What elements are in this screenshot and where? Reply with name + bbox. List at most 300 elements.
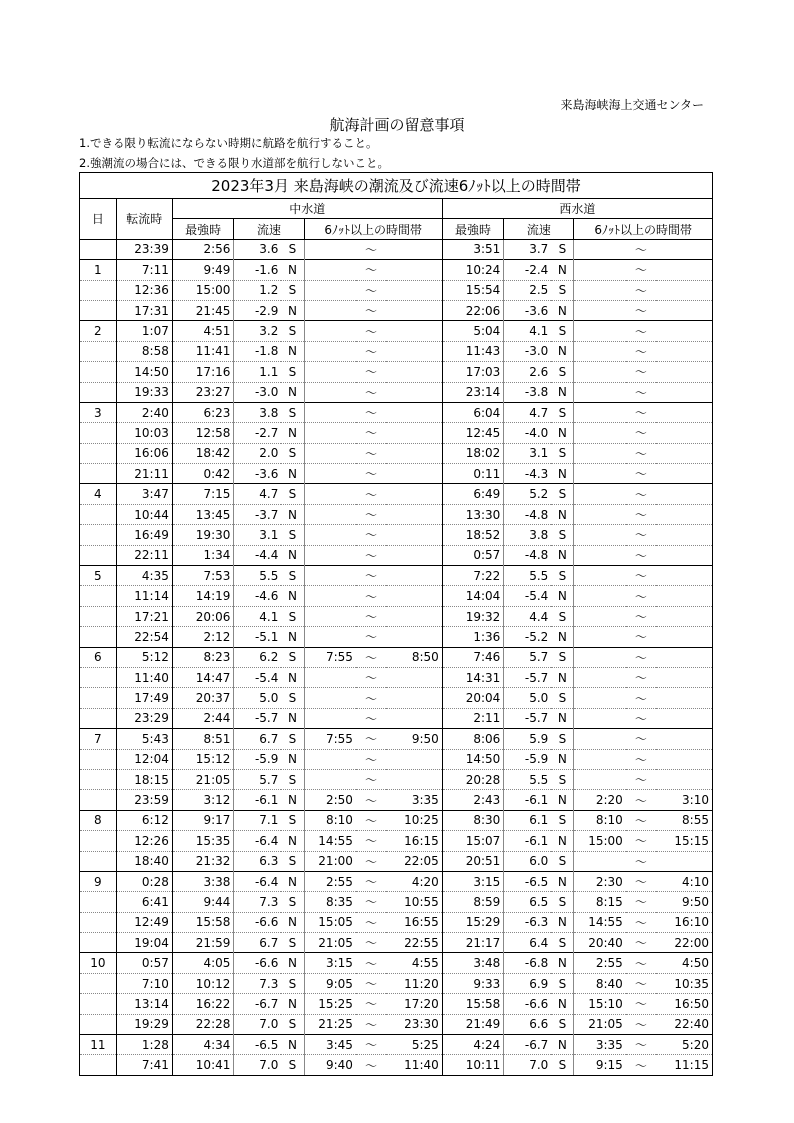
cell-naka-window-start: 9:40	[304, 1055, 356, 1075]
cell-day: 8	[80, 810, 117, 830]
cell-naka-speed: -3.6	[234, 464, 282, 484]
cell-naka-max-time: 15:00	[172, 280, 234, 300]
cell-nishi-window-end	[656, 606, 712, 626]
cell-naka-speed: -6.6	[234, 953, 282, 973]
cell-nishi-window-sep: ～	[626, 790, 656, 810]
cell-naka-window-sep: ～	[356, 810, 386, 830]
cell-naka-direction: N	[281, 341, 304, 361]
cell-nishi-direction: S	[551, 851, 574, 871]
cell-nishi-window-start	[574, 423, 626, 443]
cell-nishi-max-time: 10:24	[442, 260, 504, 280]
cell-naka-window-start	[304, 443, 356, 463]
cell-nishi-speed: 4.1	[504, 321, 552, 341]
cell-naka-direction: N	[281, 382, 304, 402]
cell-naka-window-start	[304, 525, 356, 545]
cell-nishi-window-start	[574, 362, 626, 382]
cell-nishi-max-time: 6:04	[442, 402, 504, 422]
table-caption: 2023年3月 来島海峡の潮流及び流速6ﾉｯﾄ以上の時間帯	[80, 173, 713, 199]
cell-nishi-max-time: 15:07	[442, 831, 504, 851]
cell-naka-window-end: 23:30	[386, 1014, 442, 1034]
cell-nishi-max-time: 2:11	[442, 708, 504, 728]
cell-naka-max-time: 14:47	[172, 667, 234, 687]
cell-day	[80, 831, 117, 851]
cell-nishi-window-end: 10:35	[656, 973, 712, 993]
cell-nishi-max-time: 14:50	[442, 749, 504, 769]
cell-naka-window-start	[304, 321, 356, 341]
cell-naka-max-time: 16:22	[172, 994, 234, 1014]
cell-nishi-window-sep: ～	[626, 749, 656, 769]
cell-naka-window-end	[386, 627, 442, 647]
cell-naka-direction: S	[281, 810, 304, 830]
cell-nishi-window-start: 2:20	[574, 790, 626, 810]
cell-nishi-window-sep: ～	[626, 300, 656, 320]
cell-naka-speed: -4.4	[234, 545, 282, 565]
cell-nishi-speed: 6.6	[504, 1014, 552, 1034]
cell-nishi-window-start: 8:40	[574, 973, 626, 993]
cell-nishi-window-end	[656, 464, 712, 484]
cell-naka-window-sep: ～	[356, 912, 386, 932]
cell-nishi-window-end	[656, 341, 712, 361]
cell-naka-direction: N	[281, 1035, 304, 1055]
cell-day	[80, 1055, 117, 1075]
cell-nishi-window-start	[574, 239, 626, 259]
cell-naka-window-end	[386, 423, 442, 443]
cell-nishi-window-sep: ～	[626, 1014, 656, 1034]
table-row	[80, 443, 713, 463]
cell-naka-speed: -6.7	[234, 994, 282, 1014]
table-row	[80, 464, 713, 484]
cell-day	[80, 912, 117, 932]
cell-nishi-max-time: 3:15	[442, 871, 504, 891]
cell-turn-time: 19:04	[116, 933, 172, 953]
cell-naka-direction: N	[281, 667, 304, 687]
cell-nishi-speed: 7.0	[504, 1055, 552, 1075]
cell-turn-time: 17:49	[116, 688, 172, 708]
cell-nishi-max-time: 13:30	[442, 504, 504, 524]
cell-nishi-window-end: 8:55	[656, 810, 712, 830]
cell-nishi-window-end	[656, 362, 712, 382]
cell-nishi-speed: 5.7	[504, 647, 552, 667]
cell-naka-speed: -5.4	[234, 667, 282, 687]
cell-naka-window-end: 11:40	[386, 1055, 442, 1075]
cell-nishi-window-end	[656, 402, 712, 422]
cell-naka-direction: S	[281, 1014, 304, 1034]
cell-naka-max-time: 2:56	[172, 239, 234, 259]
cell-nishi-direction: N	[551, 586, 574, 606]
cell-nishi-window-sep: ～	[626, 933, 656, 953]
cell-nishi-direction: N	[551, 341, 574, 361]
table-row	[80, 341, 713, 361]
advisory-note-1: 1.できる限り転流にならない時期に航路を航行すること。	[79, 136, 378, 150]
cell-naka-max-time: 17:16	[172, 362, 234, 382]
cell-naka-speed: 3.2	[234, 321, 282, 341]
cell-naka-window-sep: ～	[356, 300, 386, 320]
table-row	[80, 525, 713, 545]
cell-turn-time: 13:14	[116, 994, 172, 1014]
cell-naka-direction: S	[281, 443, 304, 463]
cell-nishi-max-time: 3:48	[442, 953, 504, 973]
cell-naka-max-time: 6:23	[172, 402, 234, 422]
cell-nishi-speed: -5.2	[504, 627, 552, 647]
cell-nishi-direction: N	[551, 464, 574, 484]
cell-naka-window-end	[386, 504, 442, 524]
cell-nishi-window-end	[656, 260, 712, 280]
cell-nishi-window-end: 22:00	[656, 933, 712, 953]
cell-naka-direction: S	[281, 973, 304, 993]
table-row	[80, 586, 713, 606]
cell-naka-window-start: 21:05	[304, 933, 356, 953]
table-row	[80, 423, 713, 443]
cell-nishi-speed: -6.8	[504, 953, 552, 973]
cell-turn-time: 16:49	[116, 525, 172, 545]
cell-naka-speed: 3.6	[234, 239, 282, 259]
cell-nishi-window-sep: ～	[626, 912, 656, 932]
cell-nishi-speed: -4.3	[504, 464, 552, 484]
table-row	[80, 484, 713, 504]
cell-naka-direction: N	[281, 504, 304, 524]
cell-nishi-speed: 3.7	[504, 239, 552, 259]
cell-naka-speed: 6.2	[234, 647, 282, 667]
cell-naka-window-start: 15:05	[304, 912, 356, 932]
cell-turn-time: 12:49	[116, 912, 172, 932]
cell-nishi-direction: N	[551, 382, 574, 402]
cell-naka-speed: -4.6	[234, 586, 282, 606]
cell-nishi-window-sep: ～	[626, 423, 656, 443]
cell-naka-direction: N	[281, 545, 304, 565]
table-row	[80, 647, 713, 667]
cell-nishi-max-time: 0:11	[442, 464, 504, 484]
cell-naka-max-time: 23:27	[172, 382, 234, 402]
cell-naka-direction: S	[281, 402, 304, 422]
cell-turn-time: 1:07	[116, 321, 172, 341]
cell-nishi-window-sep: ～	[626, 647, 656, 667]
cell-nishi-direction: S	[551, 973, 574, 993]
cell-naka-window-start: 15:25	[304, 994, 356, 1014]
cell-naka-direction: N	[281, 953, 304, 973]
cell-naka-direction: S	[281, 239, 304, 259]
cell-naka-max-time: 8:23	[172, 647, 234, 667]
cell-nishi-max-time: 1:36	[442, 627, 504, 647]
cell-naka-speed: -6.4	[234, 831, 282, 851]
cell-naka-max-time: 3:12	[172, 790, 234, 810]
cell-naka-window-end: 16:15	[386, 831, 442, 851]
cell-nishi-max-time: 14:31	[442, 667, 504, 687]
cell-naka-window-sep: ～	[356, 647, 386, 667]
cell-day	[80, 382, 117, 402]
cell-nishi-direction: N	[551, 627, 574, 647]
cell-naka-speed: 6.7	[234, 933, 282, 953]
cell-nishi-window-start	[574, 708, 626, 728]
cell-naka-window-start	[304, 260, 356, 280]
cell-nishi-max-time: 10:11	[442, 1055, 504, 1075]
cell-naka-speed: 4.7	[234, 484, 282, 504]
cell-nishi-window-end	[656, 525, 712, 545]
table-row	[80, 729, 713, 749]
cell-naka-window-start	[304, 484, 356, 504]
cell-naka-window-sep: ～	[356, 606, 386, 626]
cell-nishi-window-end	[656, 423, 712, 443]
cell-nishi-max-time: 8:30	[442, 810, 504, 830]
document-title: 航海計画の留意事項	[329, 116, 465, 134]
cell-naka-window-sep: ～	[356, 688, 386, 708]
cell-nishi-max-time: 21:49	[442, 1014, 504, 1034]
cell-naka-max-time: 18:42	[172, 443, 234, 463]
header-day: 日	[80, 199, 117, 240]
cell-day	[80, 688, 117, 708]
cell-naka-speed: -6.1	[234, 790, 282, 810]
cell-turn-time: 22:11	[116, 545, 172, 565]
cell-naka-window-start: 2:50	[304, 790, 356, 810]
cell-naka-direction: S	[281, 851, 304, 871]
cell-naka-window-end: 4:20	[386, 871, 442, 891]
cell-naka-direction: S	[281, 933, 304, 953]
cell-naka-speed: 5.0	[234, 688, 282, 708]
cell-naka-speed: -2.7	[234, 423, 282, 443]
cell-turn-time: 18:40	[116, 851, 172, 871]
cell-nishi-window-end	[656, 300, 712, 320]
cell-nishi-window-sep: ～	[626, 280, 656, 300]
cell-naka-window-sep: ～	[356, 831, 386, 851]
cell-nishi-direction: S	[551, 1055, 574, 1075]
cell-nishi-window-start: 2:30	[574, 871, 626, 891]
cell-naka-window-end	[386, 464, 442, 484]
cell-day	[80, 994, 117, 1014]
cell-naka-speed: 4.1	[234, 606, 282, 626]
cell-naka-max-time: 21:32	[172, 851, 234, 871]
cell-day	[80, 606, 117, 626]
cell-naka-window-start: 8:35	[304, 892, 356, 912]
cell-nishi-window-start	[574, 851, 626, 871]
cell-naka-window-start	[304, 382, 356, 402]
cell-nishi-window-sep: ～	[626, 1055, 656, 1075]
cell-nishi-window-sep: ～	[626, 769, 656, 789]
cell-nishi-window-start: 14:55	[574, 912, 626, 932]
cell-nishi-speed: -6.6	[504, 994, 552, 1014]
cell-naka-window-start: 3:45	[304, 1035, 356, 1055]
cell-naka-window-end: 3:35	[386, 790, 442, 810]
cell-naka-direction: S	[281, 688, 304, 708]
table-row	[80, 1055, 713, 1075]
cell-naka-window-sep: ～	[356, 402, 386, 422]
cell-nishi-direction: N	[551, 749, 574, 769]
table-row	[80, 606, 713, 626]
cell-naka-window-start	[304, 341, 356, 361]
table-row	[80, 708, 713, 728]
cell-naka-direction: S	[281, 769, 304, 789]
cell-nishi-window-start	[574, 443, 626, 463]
cell-nishi-window-sep: ～	[626, 545, 656, 565]
cell-nishi-max-time: 18:52	[442, 525, 504, 545]
cell-nishi-direction: S	[551, 810, 574, 830]
table-row	[80, 300, 713, 320]
cell-day	[80, 545, 117, 565]
cell-nishi-window-start: 8:10	[574, 810, 626, 830]
cell-turn-time: 1:28	[116, 1035, 172, 1055]
cell-naka-window-sep: ～	[356, 851, 386, 871]
cell-naka-speed: -1.8	[234, 341, 282, 361]
cell-day	[80, 769, 117, 789]
table-row	[80, 933, 713, 953]
cell-naka-direction: N	[281, 260, 304, 280]
cell-naka-max-time: 21:45	[172, 300, 234, 320]
cell-nishi-speed: -3.0	[504, 341, 552, 361]
cell-naka-direction: N	[281, 831, 304, 851]
cell-nishi-speed: 6.1	[504, 810, 552, 830]
cell-nishi-speed: 3.1	[504, 443, 552, 463]
cell-nishi-window-end: 3:10	[656, 790, 712, 810]
cell-nishi-speed: 5.0	[504, 688, 552, 708]
cell-naka-direction: N	[281, 912, 304, 932]
table-row	[80, 1035, 713, 1055]
header-nishi-suido: 西水道	[442, 199, 712, 219]
tidal-current-table	[79, 172, 713, 1076]
cell-naka-window-end	[386, 566, 442, 586]
cell-nishi-window-end	[656, 321, 712, 341]
cell-turn-time: 4:35	[116, 566, 172, 586]
cell-naka-window-start	[304, 688, 356, 708]
table-row	[80, 688, 713, 708]
cell-naka-window-start	[304, 545, 356, 565]
cell-nishi-direction: N	[551, 260, 574, 280]
cell-nishi-max-time: 15:29	[442, 912, 504, 932]
cell-naka-direction: S	[281, 892, 304, 912]
cell-day	[80, 790, 117, 810]
cell-turn-time: 12:36	[116, 280, 172, 300]
table-row	[80, 402, 713, 422]
cell-naka-window-end: 10:25	[386, 810, 442, 830]
cell-nishi-speed: 2.5	[504, 280, 552, 300]
cell-naka-window-end	[386, 525, 442, 545]
cell-naka-speed: -2.9	[234, 300, 282, 320]
cell-nishi-window-sep: ～	[626, 484, 656, 504]
cell-nishi-direction: S	[551, 729, 574, 749]
cell-naka-speed: 6.3	[234, 851, 282, 871]
cell-naka-max-time: 12:58	[172, 423, 234, 443]
cell-nishi-speed: 4.7	[504, 402, 552, 422]
table-row	[80, 545, 713, 565]
cell-naka-window-sep: ～	[356, 953, 386, 973]
cell-naka-max-time: 20:06	[172, 606, 234, 626]
cell-nishi-speed: 6.9	[504, 973, 552, 993]
cell-naka-window-start: 2:55	[304, 871, 356, 891]
cell-naka-window-end	[386, 586, 442, 606]
cell-nishi-window-end	[656, 708, 712, 728]
cell-naka-direction: S	[281, 1055, 304, 1075]
cell-nishi-speed: -4.8	[504, 504, 552, 524]
cell-nishi-max-time: 20:51	[442, 851, 504, 871]
cell-day: 7	[80, 729, 117, 749]
cell-naka-speed: -3.0	[234, 382, 282, 402]
cell-naka-direction: N	[281, 790, 304, 810]
cell-nishi-window-start	[574, 688, 626, 708]
cell-nishi-speed: -2.4	[504, 260, 552, 280]
cell-day	[80, 973, 117, 993]
cell-day	[80, 627, 117, 647]
table-row	[80, 566, 713, 586]
table-row	[80, 280, 713, 300]
table-row	[80, 362, 713, 382]
cell-naka-direction: S	[281, 566, 304, 586]
cell-naka-window-start: 7:55	[304, 647, 356, 667]
cell-naka-speed: 7.0	[234, 1014, 282, 1034]
table-row	[80, 1014, 713, 1034]
cell-nishi-window-start: 15:10	[574, 994, 626, 1014]
cell-nishi-speed: -5.7	[504, 708, 552, 728]
cell-turn-time: 23:39	[116, 239, 172, 259]
cell-nishi-speed: 6.0	[504, 851, 552, 871]
cell-nishi-direction: S	[551, 933, 574, 953]
cell-naka-window-sep: ～	[356, 627, 386, 647]
cell-nishi-window-sep: ～	[626, 606, 656, 626]
cell-day	[80, 1014, 117, 1034]
table-body	[80, 239, 713, 1075]
cell-turn-time: 16:06	[116, 443, 172, 463]
cell-naka-window-start	[304, 504, 356, 524]
cell-naka-window-sep: ～	[356, 749, 386, 769]
cell-nishi-window-end	[656, 769, 712, 789]
cell-nishi-window-start	[574, 647, 626, 667]
cell-naka-window-sep: ～	[356, 280, 386, 300]
cell-naka-window-sep: ～	[356, 586, 386, 606]
cell-nishi-direction: S	[551, 606, 574, 626]
cell-nishi-direction: S	[551, 362, 574, 382]
table-row	[80, 912, 713, 932]
cell-nishi-window-sep: ～	[626, 504, 656, 524]
cell-turn-time: 5:12	[116, 647, 172, 667]
cell-nishi-window-end	[656, 729, 712, 749]
cell-naka-window-start: 3:15	[304, 953, 356, 973]
cell-turn-time: 23:59	[116, 790, 172, 810]
cell-naka-direction: N	[281, 871, 304, 891]
cell-naka-window-start	[304, 667, 356, 687]
cell-nishi-max-time: 19:32	[442, 606, 504, 626]
cell-nishi-window-end: 16:10	[656, 912, 712, 932]
cell-naka-max-time: 7:15	[172, 484, 234, 504]
cell-nishi-window-start: 21:05	[574, 1014, 626, 1034]
cell-turn-time: 14:50	[116, 362, 172, 382]
cell-naka-window-sep: ～	[356, 994, 386, 1014]
cell-naka-window-end	[386, 280, 442, 300]
cell-naka-window-start	[304, 749, 356, 769]
cell-naka-direction: N	[281, 749, 304, 769]
cell-nishi-window-sep: ～	[626, 362, 656, 382]
header-nishi-window: 6ﾉｯﾄ以上の時間帯	[574, 219, 713, 239]
cell-nishi-window-sep: ～	[626, 464, 656, 484]
cell-day	[80, 341, 117, 361]
cell-nishi-max-time: 7:46	[442, 647, 504, 667]
cell-turn-time: 7:10	[116, 973, 172, 993]
header-naka-suido: 中水道	[172, 199, 442, 219]
cell-naka-speed: 3.8	[234, 402, 282, 422]
table-row	[80, 749, 713, 769]
cell-naka-window-end	[386, 606, 442, 626]
cell-nishi-speed: 6.5	[504, 892, 552, 912]
cell-day	[80, 423, 117, 443]
cell-turn-time: 0:57	[116, 953, 172, 973]
cell-naka-window-end: 8:50	[386, 647, 442, 667]
cell-nishi-direction: N	[551, 545, 574, 565]
cell-nishi-speed: 5.5	[504, 566, 552, 586]
cell-nishi-speed: -6.1	[504, 831, 552, 851]
cell-nishi-window-end	[656, 586, 712, 606]
cell-naka-direction: N	[281, 423, 304, 443]
cell-nishi-speed: -5.9	[504, 749, 552, 769]
cell-naka-speed: 2.0	[234, 443, 282, 463]
cell-naka-max-time: 15:12	[172, 749, 234, 769]
cell-nishi-direction: N	[551, 953, 574, 973]
cell-naka-direction: S	[281, 647, 304, 667]
cell-naka-window-sep: ～	[356, 504, 386, 524]
